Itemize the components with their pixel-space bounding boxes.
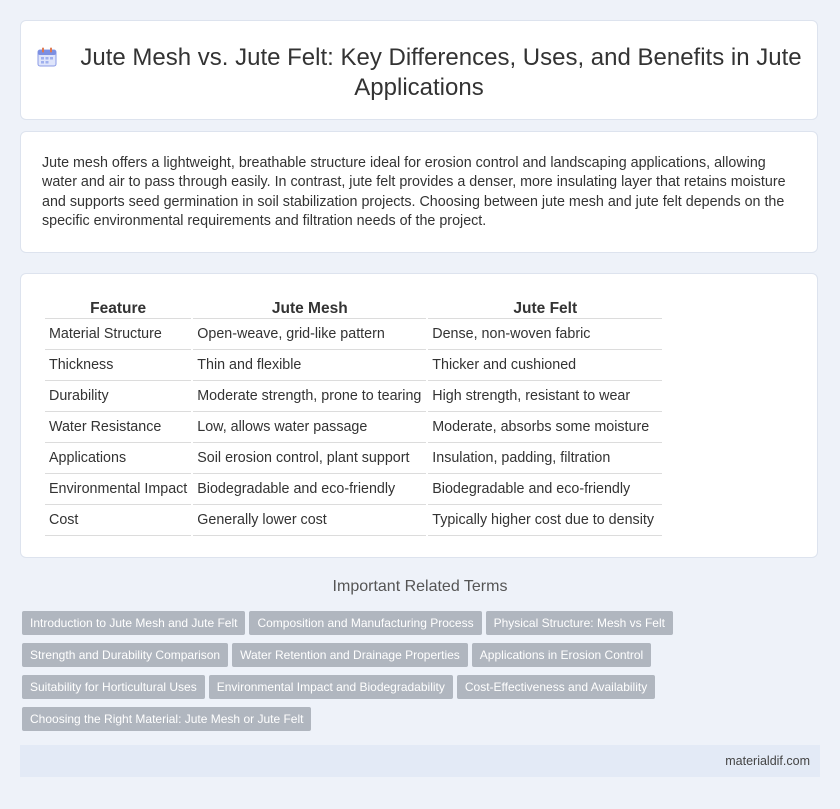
footer-site-link[interactable]: materialdif.com (725, 754, 810, 768)
table-cell: Moderate, absorbs some moisture (428, 411, 662, 442)
table-cell: Water Resistance (45, 411, 191, 442)
table-cell: Biodegradable and eco-friendly (428, 473, 662, 504)
table-row (45, 349, 662, 380)
related-term-tag[interactable]: Water Retention and Drainage Properties (232, 643, 468, 667)
table-cell: Generally lower cost (193, 504, 426, 536)
related-term-tag[interactable]: Cost-Effectiveness and Availability (457, 675, 655, 699)
calendar-icon (36, 46, 58, 68)
table-row (45, 473, 662, 504)
related-term-tag[interactable]: Applications in Erosion Control (472, 643, 651, 667)
column-header-feature: Feature (90, 300, 147, 317)
header-card (20, 20, 818, 120)
related-term-tag[interactable]: Introduction to Jute Mesh and Jute Felt (22, 611, 245, 635)
related-terms-heading: Important Related Terms (332, 578, 508, 595)
page-title: Jute Mesh vs. Jute Felt: Key Differences, Uses, and Benefits in Jute Applications (80, 44, 802, 101)
table-cell: Thickness (45, 349, 191, 380)
page-title-wrap (21, 43, 817, 103)
related-term-tag[interactable]: Suitability for Horticultural Uses (22, 675, 205, 699)
related-terms-list (22, 611, 702, 739)
related-term-tag[interactable]: Choosing the Right Material: Jute Mesh or Jute Felt (22, 707, 311, 731)
table-row (45, 504, 662, 536)
intro-text: Jute mesh offers a lightweight, breathable structure ideal for erosion control and landscaping applications, allowing water and air to pass through easily. In contrast, jute felt provides a denser, more insulating layer that retains moisture and supports seed germination in soil stabilization projects. Choosing between jute mesh and jute felt depends on the specific environmental requirements and filtration needs of the project. (42, 155, 786, 229)
table-cell: Soil erosion control, plant support (193, 442, 426, 473)
table-row (45, 411, 662, 442)
footer (20, 745, 820, 777)
table-cell: Typically higher cost due to density (428, 504, 662, 536)
table-cell: Thin and flexible (193, 349, 426, 380)
comparison-table (43, 294, 664, 536)
table-cell: High strength, resistant to wear (428, 380, 662, 411)
comparison-table-card (20, 273, 818, 558)
table-cell: Insulation, padding, filtration (428, 442, 662, 473)
related-term-tag[interactable]: Physical Structure: Mesh vs Felt (486, 611, 673, 635)
column-header-jute-felt: Jute Felt (513, 300, 578, 317)
table-cell: Durability (45, 380, 191, 411)
table-header-row (45, 294, 662, 318)
table-cell: Low, allows water passage (193, 411, 426, 442)
related-term-tag[interactable]: Environmental Impact and Biodegradability (209, 675, 453, 699)
table-row (45, 442, 662, 473)
table-cell: Dense, non-woven fabric (428, 318, 662, 349)
table-cell: Moderate strength, prone to tearing (193, 380, 426, 411)
table-cell: Thicker and cushioned (428, 349, 662, 380)
table-cell: Biodegradable and eco-friendly (193, 473, 426, 504)
table-cell: Material Structure (45, 318, 191, 349)
table-cell: Applications (45, 442, 191, 473)
table-cell: Cost (45, 504, 191, 536)
intro-card (20, 131, 818, 253)
related-term-tag[interactable]: Strength and Durability Comparison (22, 643, 228, 667)
table-cell: Open-weave, grid-like pattern (193, 318, 426, 349)
related-term-tag[interactable]: Composition and Manufacturing Process (249, 611, 481, 635)
column-header-jute-mesh: Jute Mesh (271, 300, 348, 317)
table-row (45, 318, 662, 349)
table-cell: Environmental Impact (45, 473, 191, 504)
table-row (45, 380, 662, 411)
